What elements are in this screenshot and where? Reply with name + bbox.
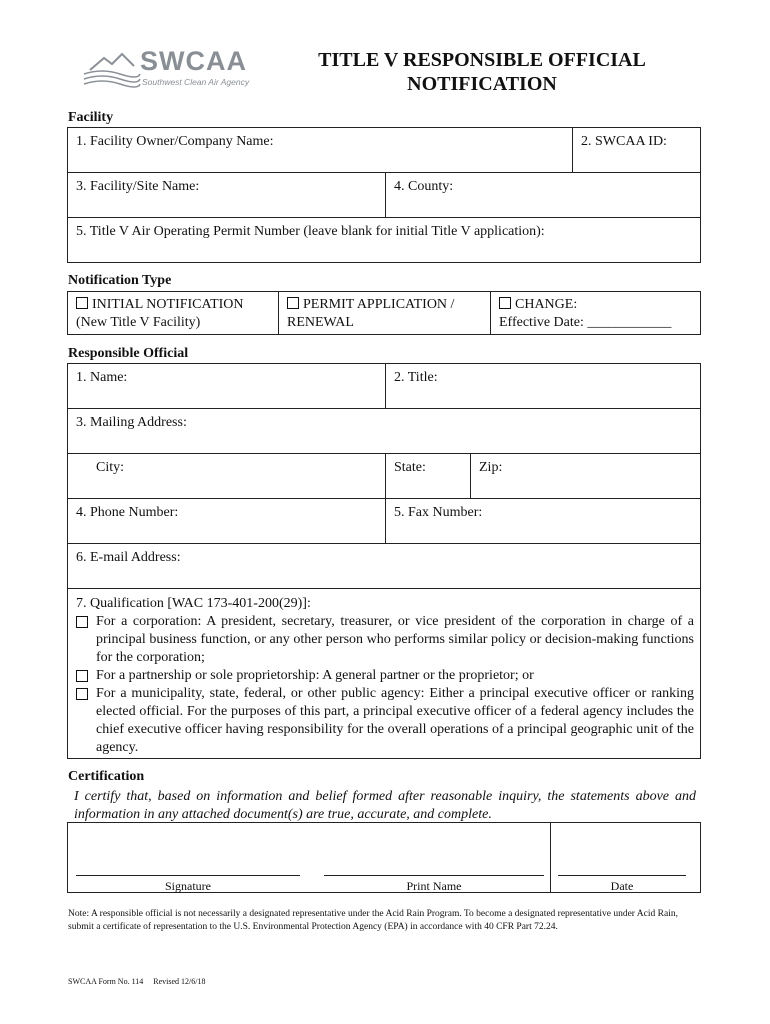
- permit-number-field[interactable]: [68, 218, 700, 263]
- title-label: 2. Title:: [394, 370, 438, 385]
- initial-line-2: (New Title V Facility): [76, 315, 201, 330]
- zip-label: Zip:: [479, 460, 503, 475]
- facility-heading: Facility: [68, 110, 114, 125]
- qual-corporation-text: For a corporation: A president, secretary, treasurer, or vice president of the corporation in charge of a principal business function, or any other person who performs similar policy or decision-making functions for the corporation;: [96, 614, 694, 665]
- print-name-line[interactable]: [324, 875, 544, 876]
- owner-field[interactable]: [68, 128, 572, 172]
- title-field[interactable]: [385, 364, 700, 408]
- swcaa-id-label: 2. SWCAA ID:: [581, 134, 667, 149]
- signature-label: Signature: [165, 879, 211, 893]
- qual-corporation-checkbox[interactable]: [76, 616, 88, 628]
- name-field[interactable]: [68, 364, 385, 408]
- site-name-label: 3. Facility/Site Name:: [76, 179, 200, 194]
- state-field[interactable]: [385, 454, 470, 498]
- qualification-label: 7. Qualification [WAC 173-401-200(29)]:: [76, 596, 311, 611]
- initial-line-1: INITIAL NOTIFICATION: [92, 297, 244, 312]
- official-table: [67, 363, 701, 759]
- logo-wordmark: SWCAA: [140, 46, 247, 76]
- qual-partnership-text: For a partnership or sole proprietorship: A general partner or the proprietor; or: [96, 668, 534, 683]
- title-line-1: TITLE V RESPONSIBLE OFFICIAL: [318, 49, 646, 71]
- effective-date-field[interactable]: Effective Date: ____________: [499, 315, 672, 330]
- fax-field[interactable]: [385, 499, 700, 543]
- permit-line-2: RENEWAL: [287, 315, 354, 330]
- change-option: [490, 292, 700, 334]
- permit-renewal-checkbox[interactable]: [287, 297, 299, 309]
- signature-table: [67, 822, 701, 893]
- date-divider: [550, 823, 551, 892]
- mailing-address-label: 3. Mailing Address:: [76, 415, 187, 430]
- title-line-2: NOTIFICATION: [407, 73, 557, 95]
- permit-line-1: PERMIT APPLICATION /: [303, 297, 455, 312]
- site-name-field[interactable]: [68, 173, 385, 217]
- mountain-icon: [82, 50, 142, 90]
- qual-agency-option: [76, 685, 694, 757]
- change-line-1: CHANGE:: [515, 297, 578, 312]
- phone-label: 4. Phone Number:: [76, 505, 179, 520]
- change-checkbox[interactable]: [499, 297, 511, 309]
- fax-label: 5. Fax Number:: [394, 505, 483, 520]
- county-field[interactable]: [385, 173, 700, 217]
- swcaa-id-field[interactable]: [572, 128, 700, 172]
- print-name-label: Print Name: [406, 879, 462, 893]
- city-label: City:: [96, 460, 125, 475]
- qual-partnership-option: [76, 667, 694, 685]
- certification-heading: Certification: [68, 769, 145, 784]
- form-title: [300, 48, 664, 96]
- name-label: 1. Name:: [76, 370, 128, 385]
- initial-notification-checkbox[interactable]: [76, 297, 88, 309]
- permit-renewal-option: [278, 292, 490, 334]
- official-heading: Responsible Official: [68, 346, 189, 361]
- signature-line[interactable]: [76, 875, 300, 876]
- date-line[interactable]: [558, 875, 686, 876]
- facility-table: [67, 127, 701, 263]
- notification-table: [67, 291, 701, 335]
- email-label: 6. E-mail Address:: [76, 550, 181, 565]
- state-label: State:: [394, 460, 426, 475]
- form-footer: SWCAA Form No. 114 Revised 12/6/18: [68, 977, 206, 986]
- qualification-section: [76, 595, 694, 757]
- logo-subtitle: Southwest Clean Air Agency: [142, 77, 250, 87]
- qual-partnership-checkbox[interactable]: [76, 670, 88, 682]
- zip-field[interactable]: [470, 454, 700, 498]
- qual-agency-checkbox[interactable]: [76, 688, 88, 700]
- county-label: 4. County:: [394, 179, 454, 194]
- qual-agency-text: For a municipality, state, federal, or other public agency: Either a principal executive officer or ranking elected official. For the purposes of this part, a principal executive officer of a federal agency includes the chief executive officer having responsibility for the overall operations of a principal geographic unit of the agency.: [96, 686, 694, 755]
- owner-label: 1. Facility Owner/Company Name:: [76, 134, 274, 149]
- phone-field[interactable]: [68, 499, 385, 543]
- swcaa-logo: [82, 48, 262, 98]
- certification-statement: I certify that, based on information and belief formed after reasonable inquiry, the statements above and information in any attached document(s) are true, accurate, and complete.: [74, 789, 696, 822]
- qual-corporation-option: [76, 613, 694, 667]
- notification-heading: Notification Type: [68, 273, 172, 288]
- city-field[interactable]: [68, 454, 385, 498]
- permit-number-label: 5. Title V Air Operating Permit Number (leave blank for initial Title V application):: [76, 224, 545, 239]
- initial-notification-option: [68, 292, 278, 334]
- email-field[interactable]: [68, 544, 700, 588]
- acid-rain-note: Note: A responsible official is not necessarily a designated representative under the Acid Rain Program. To become a designated representative under Acid Rain, submit a certificate of representation to the U.S. Environmental Protection Agency (EPA) in accordance with 40 CFR Part 72.24.: [68, 909, 678, 932]
- mailing-address-field[interactable]: [68, 409, 700, 453]
- date-label: Date: [610, 879, 634, 893]
